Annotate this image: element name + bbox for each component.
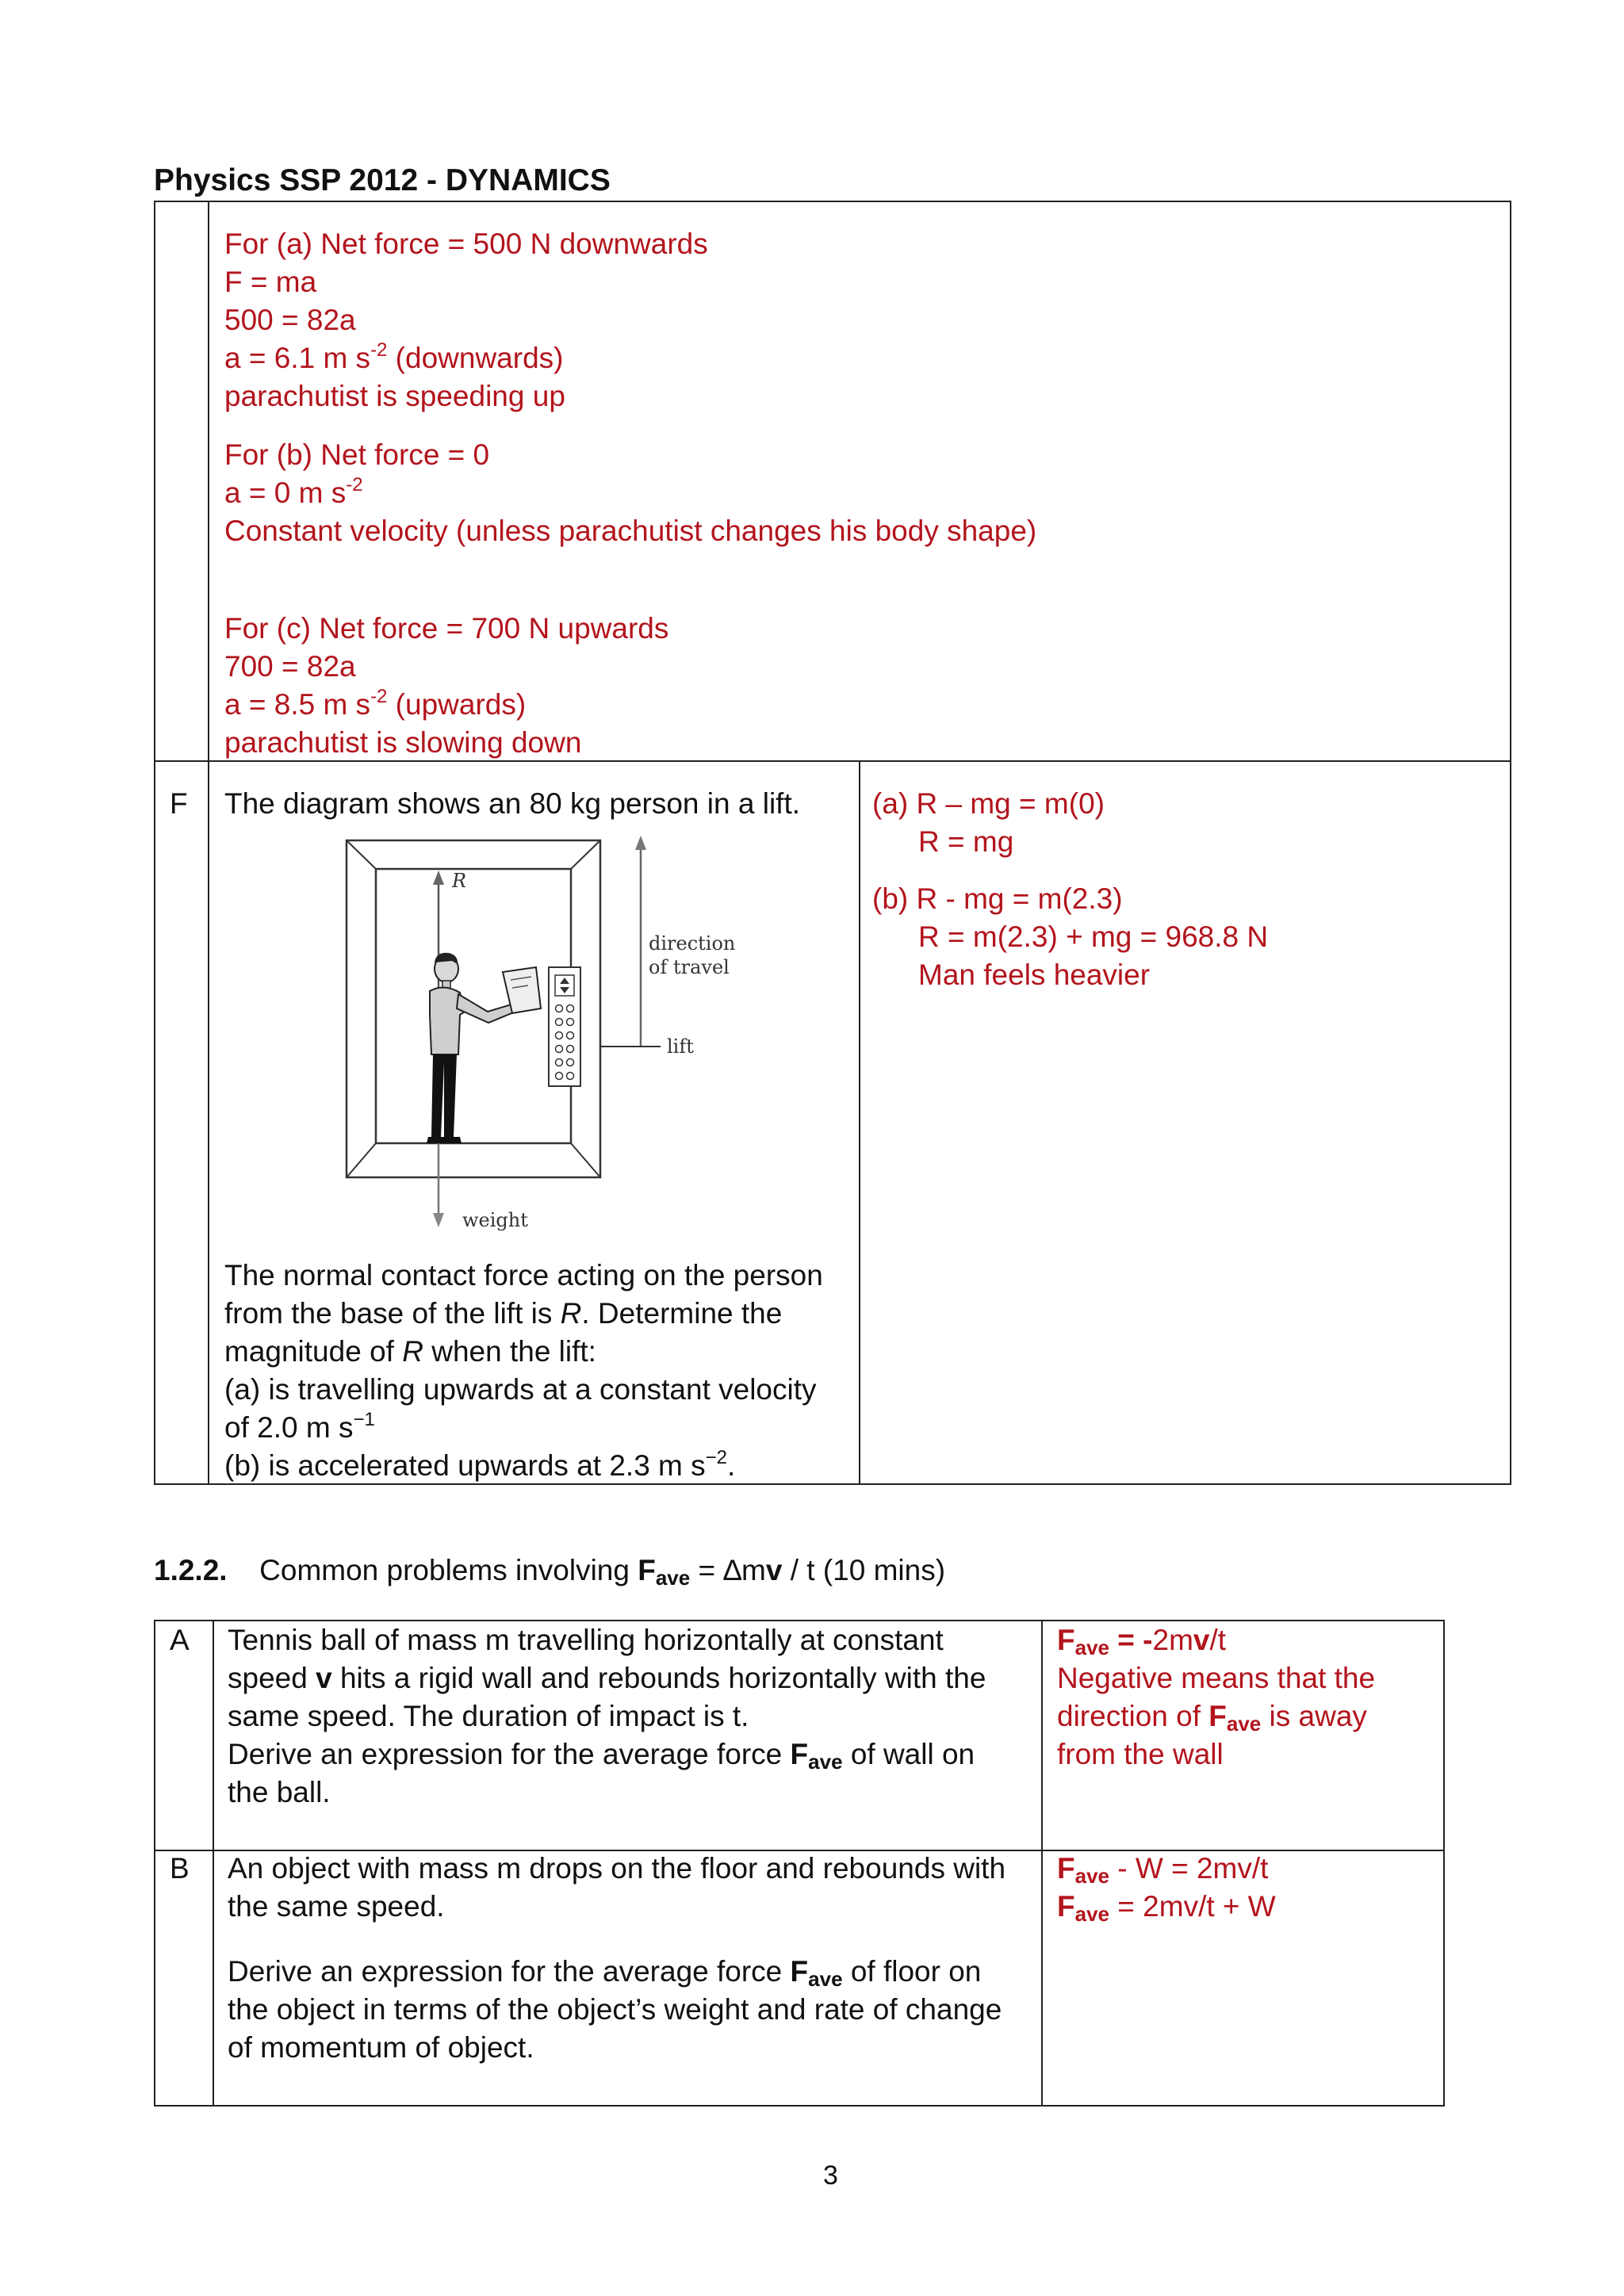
row-label-b: B: [170, 1852, 190, 1885]
lift-question-body: [224, 1257, 823, 1485]
answer-block-a: [224, 225, 708, 415]
answer-line: direction of $F_{ave}$ is away: [1057, 1700, 1367, 1735]
answer-line: R = m(2.3) + mg = 968.8 N: [918, 920, 1269, 953]
answer-line: from the wall: [1057, 1738, 1224, 1770]
normal-force-label: R: [452, 870, 467, 892]
answer-c-line: For (c) Net force = 700 N upwards: [224, 612, 669, 645]
answer-b: [1057, 1850, 1276, 1926]
answer-line: Negative means that the: [1057, 1662, 1376, 1694]
answer-a-line: 500 = 82a: [224, 304, 356, 336]
answer-c-acceleration: a = 8.5 m $s^{-2}$ (upwards): [224, 686, 527, 721]
question-line: The normal contact force acting on the person: [224, 1259, 823, 1292]
question-line: Derive an expression for the average force $F_{ave}$ of wall on: [228, 1738, 975, 1774]
question-line: of momentum of object.: [228, 2031, 534, 2064]
question-line: of 2.0 m $s^{-1}$: [224, 1409, 375, 1444]
row-label-f: F: [170, 787, 188, 820]
question-line: the ball.: [228, 1776, 331, 1808]
lift-diagram: [333, 825, 745, 1245]
question-line: Derive an expression for the average force $F_{ave}$ of floor on: [228, 1955, 982, 1991]
answer-line: R = mg: [918, 825, 1014, 858]
question-line: Tennis ball of mass m travelling horizontally at constant: [228, 1624, 944, 1656]
answer-a-line: For (a) Net force = 500 N downwards: [224, 228, 708, 260]
section-number: 1.2.2.: [154, 1554, 228, 1586]
direction-label: of travel: [649, 956, 730, 978]
answer-c-line: 700 = 82a: [224, 650, 356, 683]
question-line: (b) is accelerated upwards at 2.3 m $s^{-2}$.: [224, 1447, 736, 1482]
answer-c-line: parachutist is slowing down: [224, 726, 582, 759]
table-1-column-divider: [208, 201, 209, 1485]
question-line: from the base of the lift is R. Determine the: [224, 1297, 783, 1330]
lift-question-intro: The diagram shows an 80 kg person in a lift.: [224, 787, 800, 820]
table-2-label-divider: [213, 1620, 214, 2107]
direction-label: direction: [649, 932, 736, 955]
answer-block-c: [224, 610, 668, 762]
lift-label: lift: [667, 1035, 694, 1058]
answer-line: $F_{ave} = -2mv/t$: [1057, 1624, 1227, 1659]
answer-block-b: [224, 436, 1036, 550]
question-line: the same speed.: [228, 1890, 445, 1923]
answer-a-acceleration: a = 6.1 m $s^{-2}$ (downwards): [224, 339, 564, 374]
question-line: same speed. The duration of impact is t.: [228, 1700, 749, 1732]
answer-a-line: F = ma: [224, 266, 317, 298]
question-line: speed v hits a rigid wall and rebounds horizontally with the: [228, 1662, 986, 1694]
question-b: [228, 1850, 1005, 2067]
answer-line: $F_{ave} = 2mv/t + W$: [1057, 1890, 1276, 1926]
lift-answer-a: [872, 785, 1105, 861]
question-line: magnitude of R when the lift:: [224, 1335, 596, 1368]
lift-button-panel: [549, 967, 580, 1086]
answer-a-line: parachutist is speeding up: [224, 380, 565, 412]
answer-line: (a) R – mg = m(0): [872, 787, 1105, 820]
lift-answer-b: [872, 880, 1268, 994]
answer-line: (b) R - mg = m(2.3): [872, 882, 1123, 915]
question-line: An object with mass m drops on the floor and rebounds with: [228, 1852, 1006, 1885]
row-label-a: A: [170, 1624, 190, 1656]
question-a: [228, 1621, 986, 1812]
answer-line: Man feels heavier: [918, 959, 1151, 991]
answer-b-line: For (b) Net force = 0: [224, 438, 490, 471]
question-line: the object in terms of the object’s weight and rate of change: [228, 1993, 1002, 2026]
page-title: Physics SSP 2012 - DYNAMICS: [154, 163, 611, 197]
table-1-answer-divider: [859, 760, 860, 1485]
answer-b-acceleration: a = 0 m $s^{-2}$: [224, 474, 363, 509]
table-2-answer-divider: [1041, 1620, 1043, 2107]
answer-b-line: Constant velocity (unless parachutist changes his body shape): [224, 515, 1037, 547]
question-line: (a) is travelling upwards at a constant velocity: [224, 1373, 817, 1406]
section-heading: 1.2.2. Common problems involving $F_{ave} = \Delta mv / t$ (10 mins): [154, 1554, 946, 1590]
page-number: 3: [823, 2160, 838, 2191]
weight-label: weight: [462, 1209, 528, 1231]
answer-line: $F_{ave} - W = 2mv/t$: [1057, 1852, 1269, 1888]
answer-a: [1057, 1621, 1375, 1774]
